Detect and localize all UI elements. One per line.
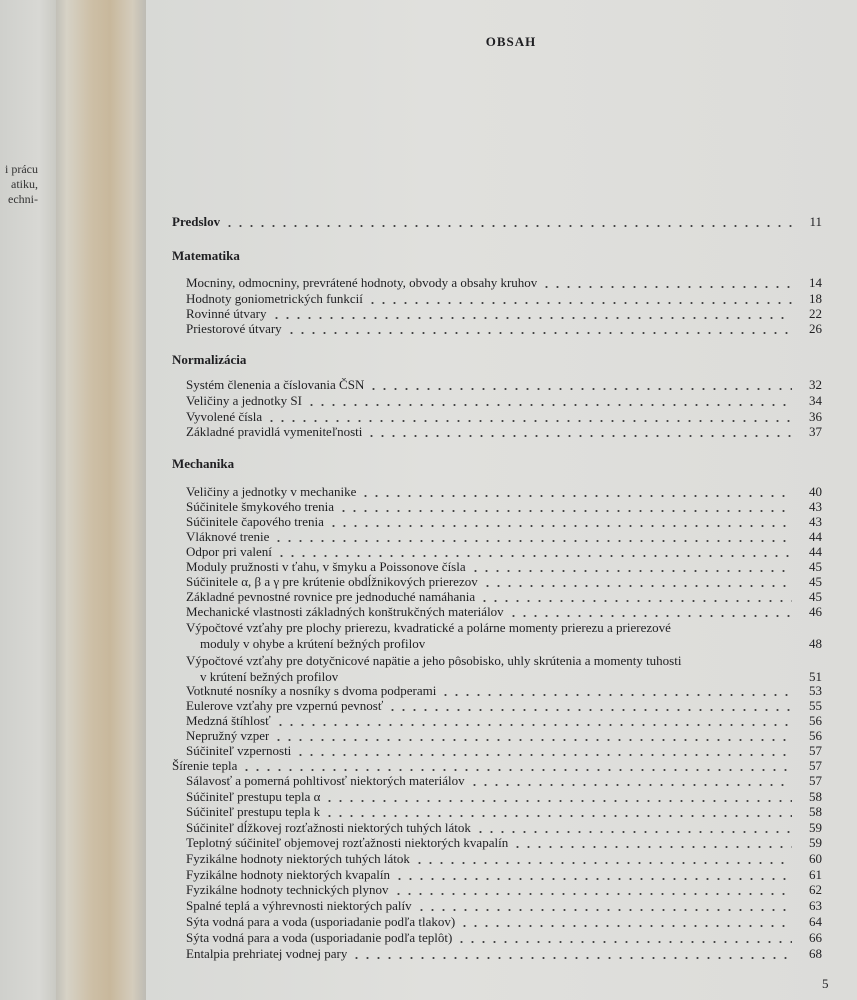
entry-page: 51 — [809, 669, 822, 684]
toc-entry — [186, 820, 822, 835]
entry-page: 59 — [809, 835, 822, 850]
entry-label: Súčinitele čapového trenia — [186, 514, 324, 529]
leader-dots — [351, 947, 792, 959]
entry-label: Súčiniteľ prestupu tepla α — [186, 789, 321, 804]
entry-page: 22 — [809, 306, 822, 321]
entry-page: 48 — [809, 636, 822, 651]
leader-space — [429, 637, 792, 649]
entry-page: 61 — [809, 867, 822, 882]
toc-entry — [186, 574, 822, 589]
entry-page: 46 — [809, 604, 822, 619]
toc-entry — [186, 698, 822, 713]
leader-dots — [459, 915, 792, 927]
toc-entry — [186, 743, 822, 758]
toc-entry — [186, 377, 822, 392]
entry-label: Nepružný vzper — [186, 728, 270, 743]
entry-page: 43 — [809, 499, 822, 514]
entry-label: Súčiniteľ dĺžkovej rozťažnosti niektorých tuhých látok — [186, 820, 471, 835]
toc-entry — [186, 914, 822, 929]
leader-dots — [414, 852, 792, 864]
toc-entry — [186, 589, 822, 604]
leader-dots — [241, 759, 792, 771]
left-fragment: atiku, — [11, 177, 38, 191]
leader-dots — [475, 821, 792, 833]
entry-page: 43 — [809, 514, 822, 529]
entry-label: Odpor pri valení — [186, 544, 272, 559]
entry-label: Základné pevnostné rovnice pre jednoduché namáhania — [186, 589, 476, 604]
entry-label: Sálavosť a pomerná pohltivosť niektorých materiálov — [186, 773, 465, 788]
left-page-text — [0, 162, 38, 207]
leader-dots — [512, 836, 792, 848]
entry-label: Moduly pružnosti v ťahu, v šmyku a Poissonove čísla — [186, 559, 466, 574]
toc-entry — [186, 544, 822, 559]
toc-entry — [186, 409, 822, 424]
entry-page: 14 — [809, 275, 822, 290]
entry-label: Priestorové útvary — [186, 321, 282, 336]
entry-label: v krútení bežných profilov — [200, 669, 339, 684]
toc-entry — [186, 559, 822, 574]
toc-entry — [186, 789, 822, 804]
entry-label: Základné pravidlá vymeniteľnosti — [186, 424, 363, 439]
left-fragment: echni- — [8, 192, 38, 206]
leader-dots — [273, 729, 792, 741]
entry-label: Spalné teplá a výhrevnosti niektorých palív — [186, 898, 412, 913]
entry-page: 32 — [809, 377, 822, 392]
entry-label: Fyzikálne hodnoty technických plynov — [186, 882, 389, 897]
toc-entry — [186, 604, 822, 619]
leader-space — [342, 670, 792, 682]
leader-dots — [440, 684, 792, 696]
entry-label: Teplotný súčiniteľ objemovej rozťažnosti niektorých kvapalín — [186, 835, 509, 850]
entry-label: Medzná štíhlosť — [186, 713, 271, 728]
entry-label: Veličiny a jednotky SI — [186, 393, 302, 408]
entry-page: 57 — [809, 773, 822, 788]
toc-entry — [186, 306, 822, 321]
leader-dots — [275, 714, 792, 726]
leader-dots — [366, 425, 792, 437]
entry-label: Súčinitele α, β a γ pre krútenie obdĺžnikových prierezov — [186, 574, 478, 589]
entry-label: Mechanické vlastnosti základných konštrukčných materiálov — [186, 604, 504, 619]
entry-page: 34 — [809, 393, 822, 408]
toc-entry — [186, 529, 822, 544]
toc-entry — [200, 636, 822, 651]
page-number: 5 — [822, 976, 829, 991]
leader-dots — [394, 868, 792, 880]
leader-dots — [266, 410, 792, 422]
entry-label: Hodnoty goniometrických funkcií — [186, 291, 363, 306]
toc-entry — [186, 484, 822, 499]
entry-label: Mocniny, odmocniny, prevrátené hodnoty, obvody a obsahy kruhov — [186, 275, 538, 290]
leader-dots — [328, 515, 792, 527]
left-page-edge — [0, 0, 56, 1000]
entry-label: Sýta vodná para a voda (usporiadanie podľa teplôt) — [186, 930, 453, 945]
entry-label: Predslov — [172, 214, 221, 229]
entry-page: 36 — [809, 409, 822, 424]
leader-dots — [541, 276, 792, 288]
toc-entry — [186, 514, 822, 529]
entry-page: 58 — [809, 789, 822, 804]
toc-entry — [186, 851, 822, 866]
toc-entry — [186, 275, 822, 290]
entry-label: Vláknové trenie — [186, 529, 270, 544]
entry-label: Súčiniteľ prestupu tepla k — [186, 804, 321, 819]
leader-dots — [508, 605, 792, 617]
toc-entry — [186, 393, 822, 408]
entry-page: 18 — [809, 291, 822, 306]
entry-page: 68 — [809, 946, 822, 961]
leader-dots — [393, 883, 792, 895]
entry-page: 56 — [809, 713, 822, 728]
leader-dots — [338, 500, 792, 512]
entry-page: 45 — [809, 559, 822, 574]
entry-page: 60 — [809, 851, 822, 866]
entry-label: Votknuté nosníky a nosníky s dvoma podperami — [186, 683, 437, 698]
leader-dots — [273, 530, 792, 542]
toc-section-entry — [172, 758, 822, 773]
entry-page: 56 — [809, 728, 822, 743]
entry-page: 64 — [809, 914, 822, 929]
toc-entry — [186, 499, 822, 514]
leader-dots — [479, 590, 792, 602]
toc-entry — [186, 946, 822, 961]
entry-label: Eulerove vzťahy pre vzpernú pevnosť — [186, 698, 384, 713]
toc-entry — [186, 291, 822, 306]
entry-page: 44 — [809, 529, 822, 544]
section-heading: Normalizácia — [172, 352, 247, 367]
leader-dots — [470, 560, 792, 572]
toc-entry — [186, 867, 822, 882]
entry-page: 45 — [809, 574, 822, 589]
entry-label: Veličiny a jednotky v mechanike — [186, 484, 357, 499]
leader-dots — [224, 215, 792, 227]
toc-entry — [186, 683, 822, 698]
leader-dots — [368, 378, 792, 390]
entry-label: Sýta vodná para a voda (usporiadanie podľa tlakov) — [186, 914, 456, 929]
leader-dots — [295, 744, 792, 756]
left-fragment: i prácu — [5, 162, 38, 176]
section-heading: Šírenie tepla — [172, 758, 238, 773]
entry-page: 11 — [809, 214, 822, 229]
entry-page: 53 — [809, 683, 822, 698]
toc-entry — [186, 898, 822, 913]
toc-entry-line1: Výpočtové vzťahy pre dotyčnicové napätie a jeho pôsobisko, uhly skrútenia a momenty tuhosti — [186, 653, 682, 668]
toc-entry-preface — [172, 214, 822, 229]
toc-entry — [186, 804, 822, 819]
toc-entry — [186, 773, 822, 788]
leader-dots — [306, 394, 792, 406]
leader-dots — [324, 790, 792, 802]
leader-dots — [387, 699, 792, 711]
entry-label: Fyzikálne hodnoty niektorých tuhých látok — [186, 851, 410, 866]
entry-label: Rovinné útvary — [186, 306, 267, 321]
entry-label: Súčinitele šmykového trenia — [186, 499, 335, 514]
leader-dots — [276, 545, 792, 557]
toc-entry — [186, 882, 822, 897]
entry-page: 63 — [809, 898, 822, 913]
leader-dots — [456, 931, 792, 943]
toc-entry — [186, 930, 822, 945]
entry-label: Súčiniteľ vzpernosti — [186, 743, 292, 758]
toc-entry — [186, 835, 822, 850]
toc-entry — [186, 424, 822, 439]
entry-label: moduly v ohybe a krútení bežných profilov — [200, 636, 426, 651]
entry-page: 58 — [809, 804, 822, 819]
entry-label: Vyvolené čísla — [186, 409, 263, 424]
leader-dots — [286, 322, 792, 334]
entry-page: 62 — [809, 882, 822, 897]
leader-dots — [367, 292, 792, 304]
entry-label: Systém členenia a číslovania ČSN — [186, 377, 365, 392]
page-title: OBSAH — [485, 34, 537, 49]
leader-dots — [360, 485, 792, 497]
entry-page: 66 — [809, 930, 822, 945]
entry-page: 26 — [809, 321, 822, 336]
leader-dots — [271, 307, 792, 319]
book-spine — [56, 0, 146, 1000]
leader-dots — [324, 805, 792, 817]
toc-entry — [200, 669, 822, 684]
entry-page: 59 — [809, 820, 822, 835]
leader-dots — [482, 575, 792, 587]
toc-entry-line1: Výpočtové vzťahy pre plochy prierezu, kvadratické a polárne momenty prierezu a prierezové — [186, 620, 671, 635]
toc-entry — [186, 713, 822, 728]
entry-page: 55 — [809, 698, 822, 713]
entry-page: 44 — [809, 544, 822, 559]
toc-entry — [186, 728, 822, 743]
entry-page: 40 — [809, 484, 822, 499]
entry-page: 45 — [809, 589, 822, 604]
entry-page: 37 — [809, 424, 822, 439]
entry-label: Fyzikálne hodnoty niektorých kvapalín — [186, 867, 390, 882]
leader-dots — [469, 774, 792, 786]
section-heading: Mechanika — [172, 456, 235, 471]
leader-dots — [416, 899, 792, 911]
section-heading: Matematika — [172, 248, 240, 263]
entry-page: 57 — [809, 758, 822, 773]
contents-page — [146, 0, 857, 1000]
toc-entry — [186, 321, 822, 336]
entry-label: Entalpia prehriatej vodnej pary — [186, 946, 348, 961]
entry-page: 57 — [809, 743, 822, 758]
